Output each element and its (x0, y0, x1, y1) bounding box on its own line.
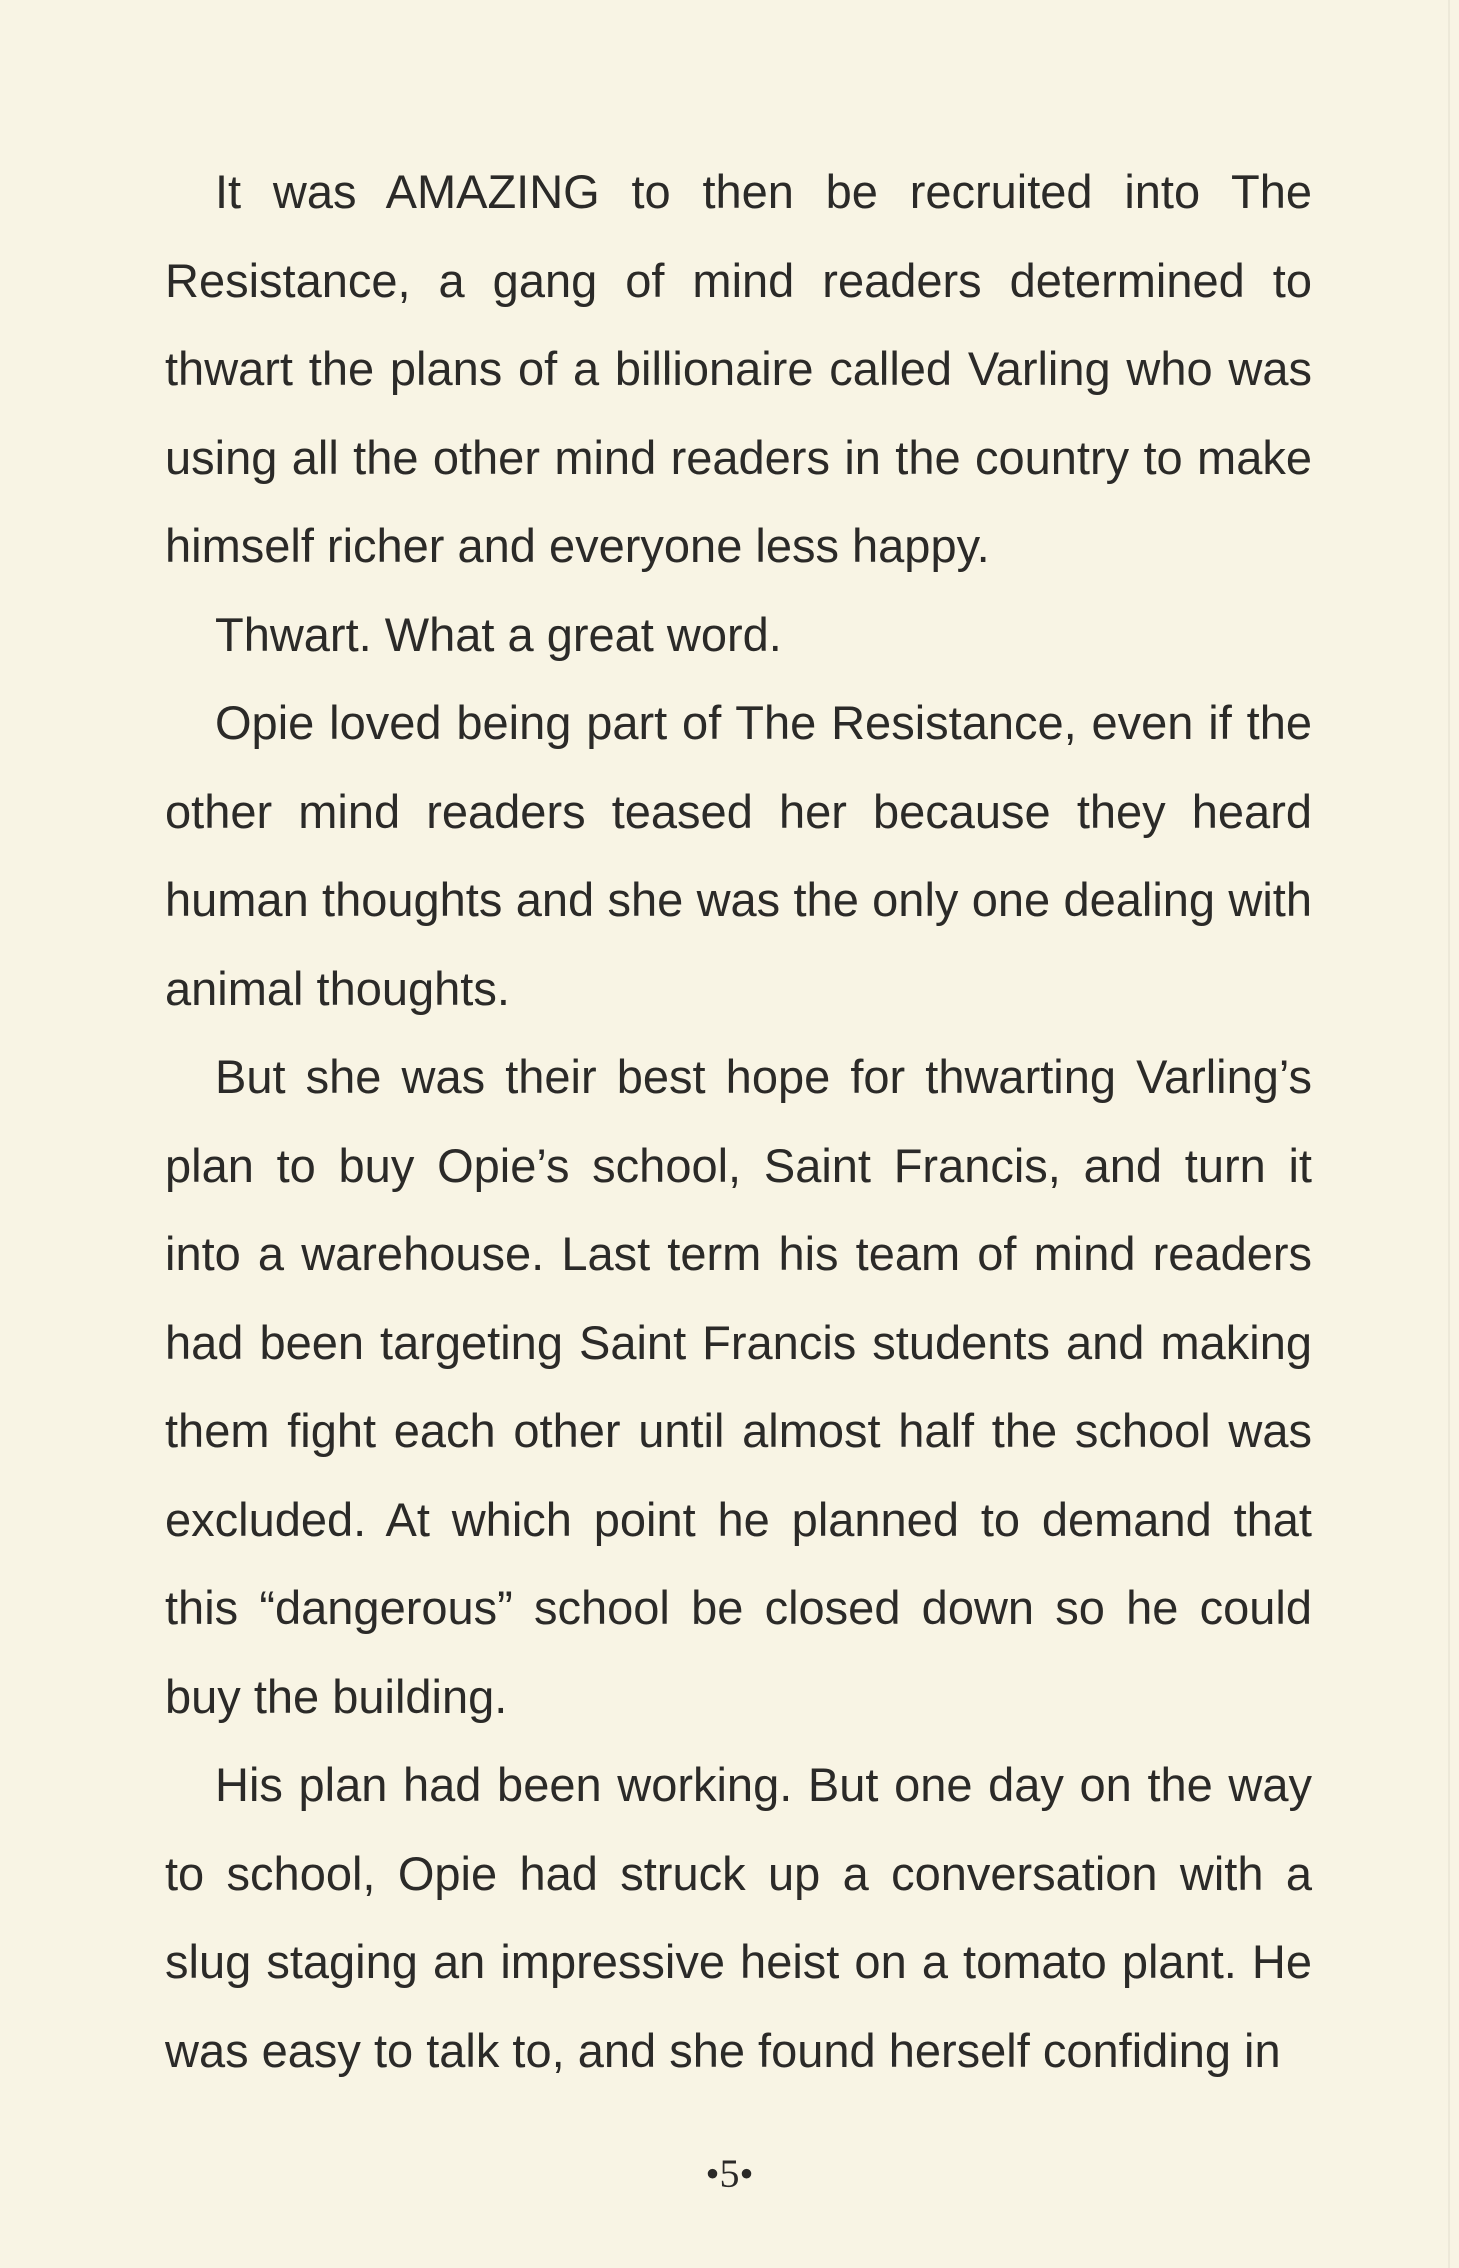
page-edge (1448, 0, 1450, 2268)
paragraph-3: Opie loved being part of The Resistance, even if the other mind readers teased her because they heard human thoughts and she was the only one dealing with animal thoughts. (165, 696, 1312, 1015)
paragraph-5: His plan had been working. But one day on the way to school, Opie had struck up a conversation with a slug staging an impressive heist on a tomato plant. He was easy to talk to, and she found herself confiding in (165, 1758, 1312, 2077)
paragraph-1: It was AMAZING to then be recruited into The Resistance, a gang of mind readers determined to thwart the plans of a billionaire called Varling who was using all the other mind readers in the country to make himself richer and everyone less happy. (165, 165, 1312, 572)
paragraph-4: But she was their best hope for thwarting Varling’s plan to buy Opie’s school, Saint Francis, and turn it into a warehouse. Last term his team of mind readers had been targeting Saint Francis students and making them fight each other until almost half the school was excluded. At which point he planned to demand that this “dangerous” school be closed down so he could buy the building. (165, 1050, 1312, 1723)
body-text (165, 148, 1312, 2095)
paragraph-2: Thwart. What a great word. (215, 607, 782, 661)
page-number: •5• (705, 2151, 754, 2196)
